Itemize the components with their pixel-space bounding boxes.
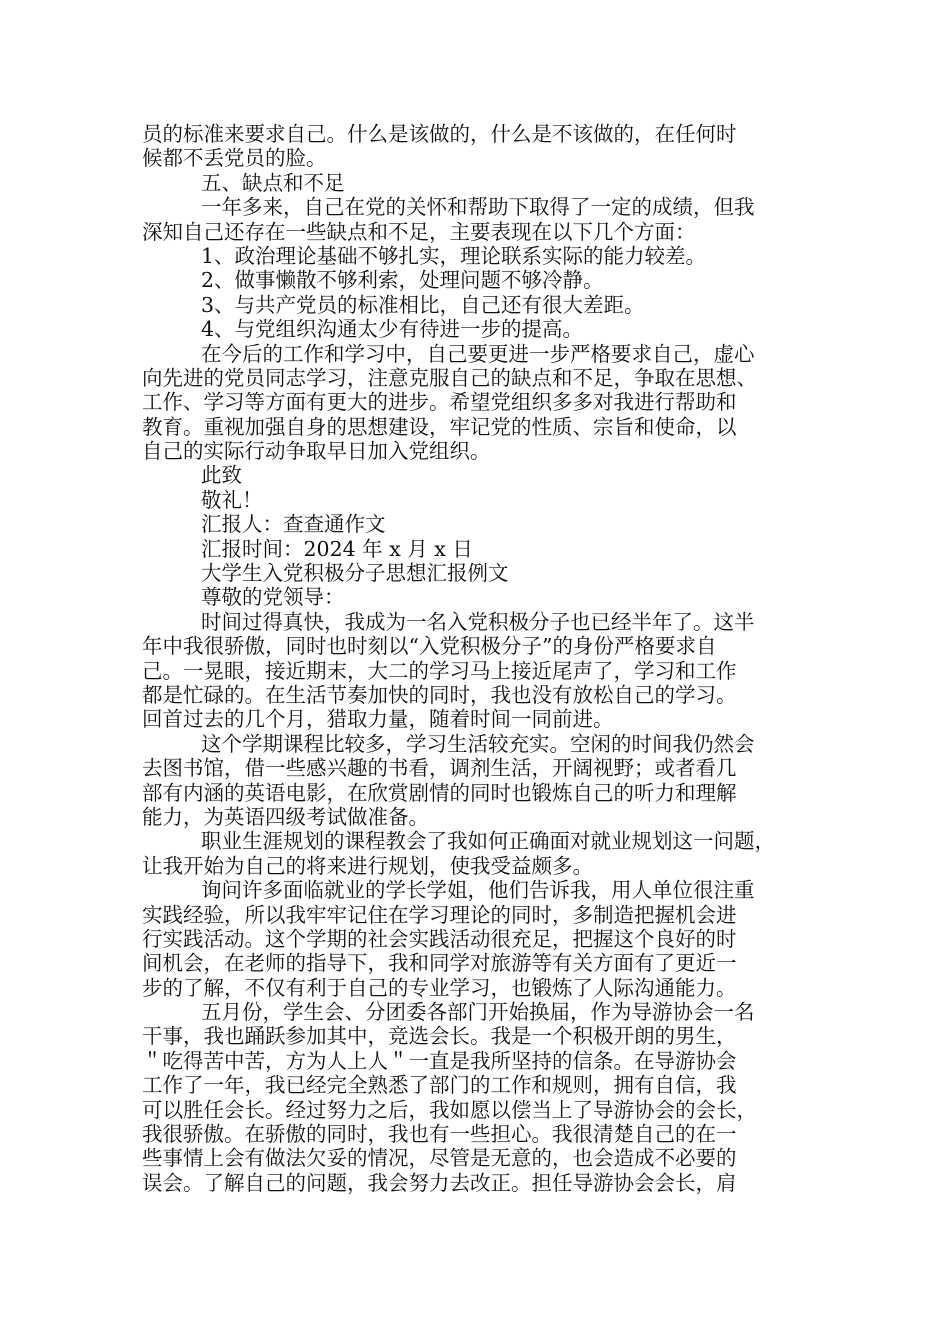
paragraph-line: 误会。了解自己的问题，我会努力去改正。担任导游协会会长，肩 <box>142 1170 737 1195</box>
paragraph-line: 己。一晃眼，接近期末，大二的学习马上接近尾声了，学习和工作 <box>142 658 737 683</box>
paragraph-line: ＂吃得苦中苦，方为人上人＂一直是我所坚持的信条。在导游协会 <box>142 1048 737 1073</box>
paragraph-line: 我很骄傲。在骄傲的同时，我也有一些担心。我很清楚自己的在一 <box>142 1122 737 1147</box>
paragraph-line: 实践经验，所以我牢牢记住在学习理论的同时，多制造把握机会进 <box>142 902 737 927</box>
paragraph-line: 深知自己还存在一些缺点和不足，主要表现在以下几个方面： <box>142 219 696 244</box>
paragraph-line: 候都不丢党员的脸。 <box>142 146 327 171</box>
paragraph-first-line: 尊敬的党领导： <box>201 585 345 610</box>
paragraph-first-line: 3、与共产党员的标准相比，自己还有很大差距。 <box>201 292 645 317</box>
paragraph-line: 步的了解，不仅有利于自己的专业学习，也锻炼了人际沟通能力。 <box>142 975 737 1000</box>
paragraph-first-line: 敬礼！ <box>201 487 263 512</box>
paragraph-first-line: 汇报时间：2024 年 x 月 x 日 <box>201 536 473 561</box>
paragraph-first-line: 4、与党组织沟通太少有待进一步的提高。 <box>201 317 584 342</box>
paragraph-first-line: 职业生涯规划的课程教会了我如何正确面对就业规划这一问题， <box>201 829 775 854</box>
paragraph-line: 能力，为英语四级考试做准备。 <box>142 804 429 829</box>
paragraph-line: 些事情上会有做法欠妥的情况，尽管是无意的，也会造成不必要的 <box>142 1146 737 1171</box>
paragraph-line: 去图书馆，借一些感兴趣的书看，调剂生活，开阔视野；或者看几 <box>142 756 737 781</box>
paragraph-line: 教育。重视加强自身的思想建设，牢记党的性质、宗旨和使命，以 <box>142 414 737 439</box>
paragraph-first-line: 此致 <box>201 463 242 488</box>
paragraph-line: 向先进的党员同志学习，注意克服自己的缺点和不足，争取在思想、 <box>142 365 757 390</box>
paragraph-line: 员的标准来要求自己。什么是该做的，什么是不该做的，在任何时 <box>142 122 737 146</box>
paragraph-line: 可以胜任会长。经过努力之后，我如愿以偿当上了导游协会的会长， <box>142 1097 757 1122</box>
paragraph-line: 自己的实际行动争取早日加入党组织。 <box>142 439 491 464</box>
paragraph-first-line: 在今后的工作和学习中，自己要更进一步严格要求自己，虚心 <box>201 341 755 366</box>
paragraph-first-line: 汇报人：查查通作文 <box>201 512 386 537</box>
paragraph-line: 回首过去的几个月，猎取力量，随着时间一同前进。 <box>142 707 614 732</box>
paragraph-line: 行实践活动。这个学期的社会实践活动很充足，把握这个良好的时 <box>142 926 737 951</box>
paragraph-first-line: 五月份，学生会、分团委各部门开始换届，作为导游协会一名 <box>201 1000 755 1025</box>
paragraph-line: 年中我很骄傲，同时也时刻以“入党积极分子”的身份严格要求自 <box>142 634 717 659</box>
paragraph-line: 工作、学习等方面有更大的进步。希望党组织多多对我进行帮助和 <box>142 390 737 415</box>
paragraph-line: 让我开始为自己的将来进行规划，使我受益颇多。 <box>142 853 593 878</box>
paragraph-line: 工作了一年，我已经完全熟悉了部门的工作和规则，拥有自信，我 <box>142 1073 737 1098</box>
paragraph-line: 部有内涵的英语电影，在欣赏剧情的同时也锻炼自己的听力和理解 <box>142 780 737 805</box>
paragraph-line: 都是忙碌的。在生活节奏加快的同时，我也没有放松自己的学习。 <box>142 682 737 707</box>
document-page <box>142 122 822 1195</box>
paragraph-first-line: 1、政治理论基础不够扎实，理论联系实际的能力较差。 <box>201 243 707 268</box>
paragraph-first-line: 一年多来，自己在党的关怀和帮助下取得了一定的成绩，但我 <box>201 195 755 220</box>
paragraph-first-line: 五、缺点和不足 <box>201 170 345 195</box>
paragraph-first-line: 大学生入党积极分子思想汇报例文 <box>201 561 509 586</box>
paragraph-first-line: 时间过得真快，我成为一名入党积极分子也已经半年了。这半 <box>201 609 755 634</box>
paragraph-line: 干事，我也踊跃参加其中，竞选会长。我是一个积极开朗的男生， <box>142 1024 737 1049</box>
paragraph-first-line: 这个学期课程比较多，学习生活较充实。空闲的时间我仍然会 <box>201 731 755 756</box>
paragraph-line: 间机会，在老师的指导下，我和同学对旅游等有关方面有了更近一 <box>142 951 737 976</box>
paragraph-first-line: 询问许多面临就业的学长学姐，他们告诉我，用人单位很注重 <box>201 878 755 903</box>
paragraph-first-line: 2、做事懒散不够利索，处理问题不够冷静。 <box>201 268 604 293</box>
